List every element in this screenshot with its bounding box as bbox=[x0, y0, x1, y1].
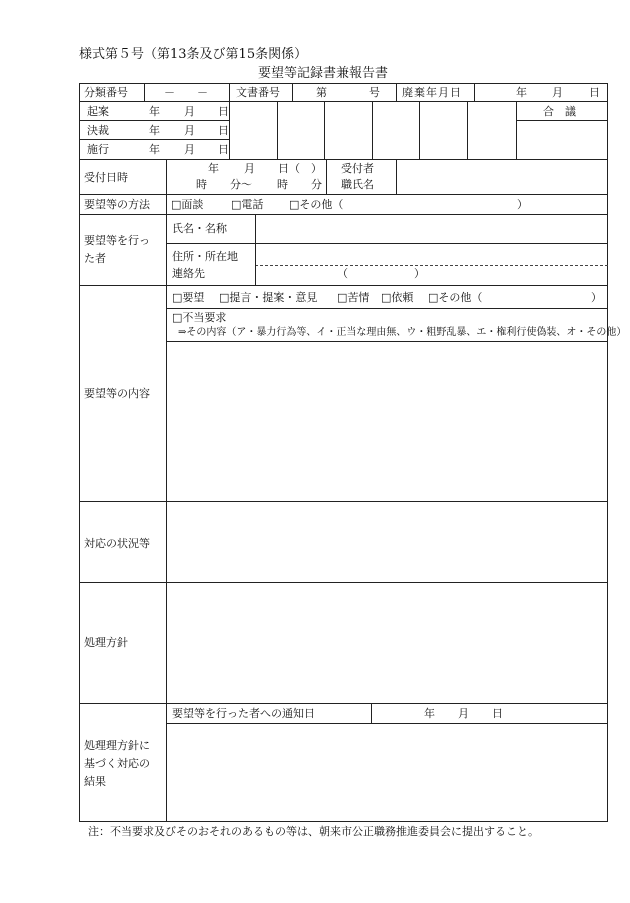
col-divider bbox=[229, 83, 230, 159]
status-label: 対応の状況等 bbox=[84, 537, 150, 550]
improper-request-detail: ⇒その内容（ア・暴力行為等、イ・正当な理由無、ウ・粗野乱暴、エ・権利行使偽装、オ・その他） bbox=[178, 327, 627, 338]
col-divider bbox=[255, 214, 256, 285]
row-divider bbox=[79, 582, 608, 583]
haiki-label: 廃棄年月日 bbox=[402, 86, 462, 99]
hour-label: 時 bbox=[196, 178, 207, 191]
content-request-checkbox[interactable]: □要望 bbox=[172, 291, 205, 304]
receiver-title-label: 職氏名 bbox=[341, 178, 374, 191]
row-divider bbox=[79, 703, 608, 704]
row-divider bbox=[79, 285, 608, 286]
year-label: 年 bbox=[424, 707, 435, 720]
row-divider bbox=[79, 101, 608, 102]
day-label: 日 bbox=[492, 707, 503, 720]
day-label: 日 bbox=[589, 86, 600, 99]
dashed-divider bbox=[255, 265, 608, 266]
year-label: 年 bbox=[149, 124, 160, 137]
label-column-divider bbox=[166, 194, 167, 822]
name-label: 氏名・名称 bbox=[172, 222, 227, 235]
footer-note: 注：不当要求及びそのおそれのあるもの等は、朝来市公正職務推進委員会に提出すること。 bbox=[88, 825, 539, 838]
day-label: 日 bbox=[218, 143, 229, 156]
year-label: 年 bbox=[516, 86, 527, 99]
row-divider bbox=[516, 120, 608, 121]
year-label: 年 bbox=[149, 105, 160, 118]
content-label: 要望等の内容 bbox=[84, 387, 150, 400]
row-divider bbox=[166, 308, 608, 309]
col-divider bbox=[371, 703, 372, 723]
row-divider bbox=[79, 159, 608, 160]
result-label-line1: 処理理方針に bbox=[84, 739, 150, 752]
dai-label: 第 bbox=[316, 86, 327, 99]
paren-close: ） bbox=[591, 291, 602, 304]
method-meeting-checkbox[interactable]: □面談 bbox=[171, 198, 204, 211]
minute-from-label: 分～ bbox=[230, 178, 252, 191]
receipt-label: 受付日時 bbox=[84, 171, 128, 184]
bunrui-value: － － bbox=[164, 86, 208, 99]
row-divider bbox=[79, 214, 608, 215]
month-label: 月 bbox=[552, 86, 563, 99]
seal-divider bbox=[372, 101, 373, 159]
kessai-label: 決裁 bbox=[87, 124, 109, 137]
requester-label-line2: た者 bbox=[84, 252, 106, 265]
improper-request-checkbox[interactable]: □不当要求 bbox=[172, 311, 227, 324]
result-label-line3: 結果 bbox=[84, 775, 106, 788]
seal-divider bbox=[467, 101, 468, 159]
address-label: 住所・所在地 bbox=[172, 250, 238, 263]
bunsho-label: 文書番号 bbox=[236, 86, 280, 99]
paren-close: ） bbox=[517, 198, 528, 211]
row-divider bbox=[166, 341, 608, 342]
go-label: 号 bbox=[369, 86, 380, 99]
contact-paren: （ ） bbox=[337, 267, 425, 280]
col-divider bbox=[292, 83, 293, 101]
policy-label: 処理方針 bbox=[84, 636, 128, 649]
page-title: 要望等記録書兼報告書 bbox=[258, 66, 389, 81]
day-label: 日 bbox=[218, 124, 229, 137]
row-divider bbox=[79, 139, 229, 140]
bunrui-label: 分類番号 bbox=[84, 86, 128, 99]
day-label: 日 bbox=[218, 105, 229, 118]
col-divider bbox=[326, 159, 327, 194]
year-label: 年 bbox=[208, 162, 219, 175]
day-weekday-label: 日（ ） bbox=[278, 162, 322, 175]
content-other-checkbox[interactable]: □その他（ bbox=[428, 291, 483, 304]
row-divider bbox=[79, 120, 229, 121]
contact-label: 連絡先 bbox=[172, 267, 205, 280]
col-divider bbox=[166, 159, 167, 194]
method-label: 要望等の方法 bbox=[84, 198, 150, 211]
notify-date-label: 要望等を行った者への通知日 bbox=[172, 707, 315, 720]
seal-divider bbox=[324, 101, 325, 159]
month-label: 月 bbox=[244, 162, 255, 175]
content-ask-checkbox[interactable]: □依頼 bbox=[381, 291, 414, 304]
year-label: 年 bbox=[149, 143, 160, 156]
month-label: 月 bbox=[184, 105, 195, 118]
month-label: 月 bbox=[184, 143, 195, 156]
month-label: 月 bbox=[458, 707, 469, 720]
seal-divider bbox=[516, 101, 517, 159]
row-divider bbox=[166, 243, 608, 244]
receiver-label: 受付者 bbox=[341, 162, 374, 175]
minute-label: 分 bbox=[311, 178, 322, 191]
kian-label: 起案 bbox=[87, 105, 109, 118]
content-complaint-checkbox[interactable]: □苦情 bbox=[337, 291, 370, 304]
method-other-checkbox[interactable]: □その他（ bbox=[289, 198, 344, 211]
month-label: 月 bbox=[184, 124, 195, 137]
hour-label: 時 bbox=[277, 178, 288, 191]
form-number: 様式第５号（第13条及び第15条関係） bbox=[79, 47, 308, 62]
gougi-label: 合 議 bbox=[543, 105, 576, 118]
col-divider bbox=[396, 83, 397, 101]
col-divider bbox=[396, 159, 397, 194]
row-divider bbox=[79, 501, 608, 502]
row-divider bbox=[79, 194, 608, 195]
col-divider bbox=[474, 83, 475, 101]
requester-label-line1: 要望等を行っ bbox=[84, 234, 150, 247]
col-divider bbox=[144, 83, 145, 101]
shiko-label: 施行 bbox=[87, 143, 109, 156]
seal-divider bbox=[277, 101, 278, 159]
result-label-line2: 基づく対応の bbox=[84, 757, 150, 770]
method-phone-checkbox[interactable]: □電話 bbox=[231, 198, 264, 211]
row-divider bbox=[166, 723, 608, 724]
seal-divider bbox=[419, 101, 420, 159]
content-proposal-checkbox[interactable]: □提言・提案・意見 bbox=[219, 291, 318, 304]
